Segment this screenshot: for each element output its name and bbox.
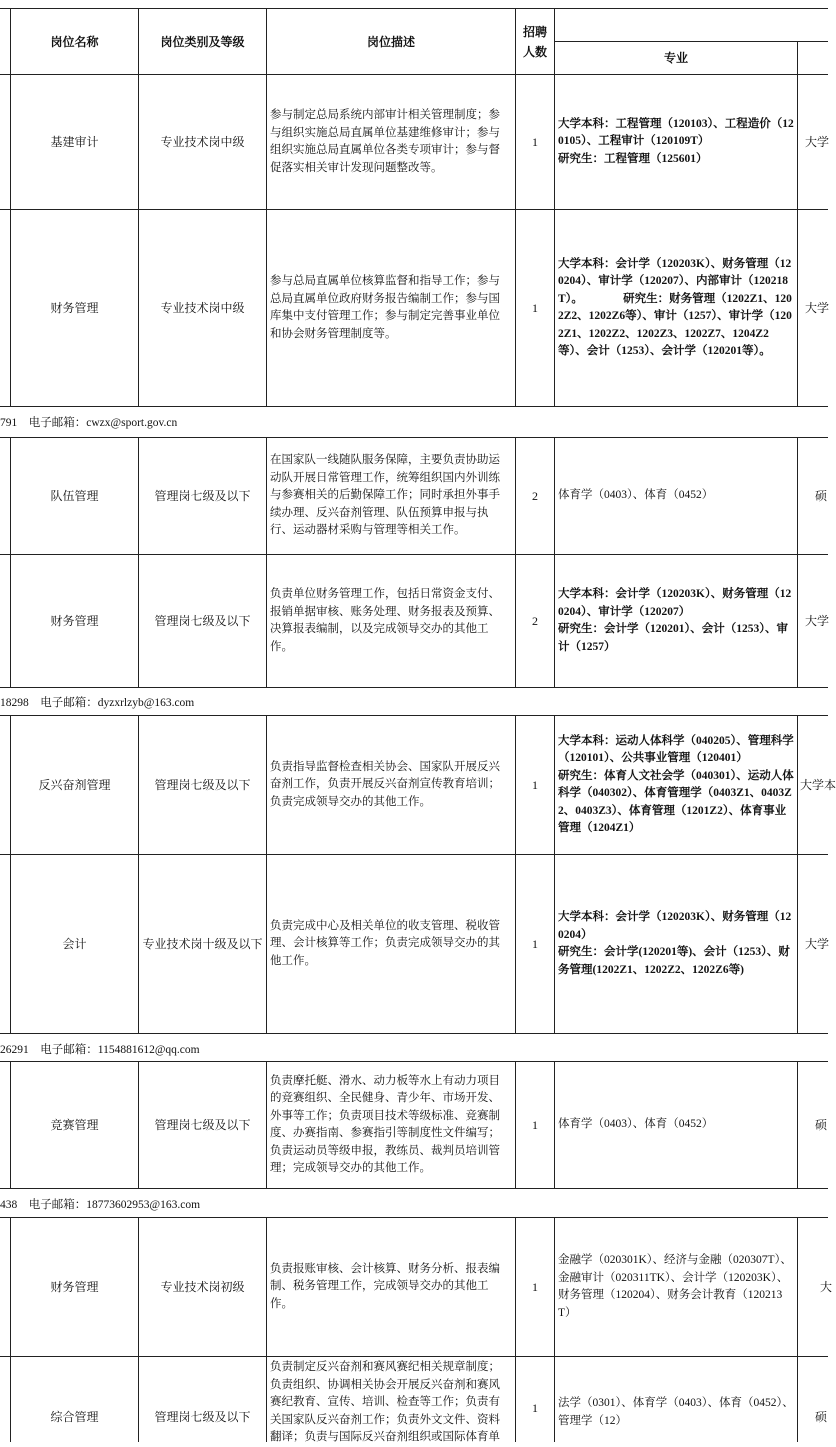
- contact-line: 26291 电子邮箱：1154881612@qq.com: [0, 1044, 200, 1056]
- header-category: 岗位类别及等级: [160, 34, 245, 49]
- row-degree: 硕: [815, 1117, 828, 1132]
- row-major: 大学本科：运动人体科学（040205）、管理科学（120101）、公共事业管理（120401） 研究生：体育人文社会学（040301）、运动人体科学（040302）、体育管理学（0403Z1、0403Z2、0403Z3）、体育管理（1201Z2）、体育事业管理（1204Z1）: [558, 734, 794, 834]
- row-category: 管理岗七级及以下: [154, 488, 251, 503]
- row-category: 管理岗七级及以下: [154, 613, 251, 628]
- row-position-name: 财务管理: [50, 613, 99, 628]
- contact-line: 791 电子邮箱：cwzx@sport.gov.cn: [0, 417, 178, 429]
- row-position-name: 会计: [62, 936, 87, 951]
- header-position-name: 岗位名称: [50, 34, 99, 49]
- row-description: 负责摩托艇、滑水、动力板等水上有动力项目的竞赛组织、全民健身、青少年、市场开发、外事等工作；负责项目技术等级标准、竞赛制度、办赛指南、参赛指引等制度性文件编写；负责运动员等级申报，教练员、裁判员培训管理；完成领导交办的其他工作。: [270, 1074, 500, 1174]
- row-position-name: 竞赛管理: [50, 1117, 99, 1132]
- row-description: 参与总局直属单位核算监督和指导工作；参与总局直属单位政府财务报告编制工作；参与国库集中支付管理工作；参与制定完善事业单位和协会财务管理制度等。: [270, 275, 500, 340]
- row-degree: 大: [820, 1279, 833, 1294]
- contact-line: 18298 电子邮箱：dyzxrlzyb@163.com: [0, 697, 195, 709]
- row-category: 管理岗七级及以下: [154, 777, 251, 792]
- row-category: 管理岗七级及以下: [154, 1410, 251, 1424]
- row-count: 1: [532, 1279, 538, 1294]
- row-major: 体育学（0403）、体育（0452）: [558, 1118, 714, 1131]
- row-position-name: 综合管理: [50, 1410, 99, 1424]
- row-major: 大学本科：工程管理（120103）、工程造价（120105）、工程审计（120109T） 研究生：工程管理（125601）: [558, 117, 794, 165]
- row-category: 专业技术岗十级及以下: [142, 936, 263, 951]
- row-degree: 大学: [805, 300, 830, 315]
- row-category: 专业技术岗中级: [160, 300, 245, 315]
- row-position-name: 财务管理: [50, 1279, 99, 1294]
- row-description: 负责指导监督检查相关协会、国家队开展反兴奋剂工作，负责开展反兴奋剂宣传教育培训；负责完成领导交办的其他工作。: [270, 760, 500, 808]
- row-position-name: 财务管理: [50, 300, 99, 315]
- row-major: 大学本科：会计学（120203K）、财务管理（120204） 研究生：会计学(120201等)、会计（1253）、财务管理(1202Z1、1202Z2、1202Z6等): [558, 911, 792, 976]
- row-count: 1: [532, 1117, 538, 1132]
- row-count: 1: [532, 300, 538, 315]
- header-count: 招聘 人数: [522, 25, 547, 59]
- row-position-name: 基建审计: [50, 134, 99, 149]
- row-count: 2: [532, 488, 538, 503]
- row-major: 法学（0301）、体育学（0403）、体育（0452）、管理学（12）: [558, 1397, 794, 1427]
- row-degree: 大学本: [800, 777, 836, 792]
- row-description: 在国家队一线随队服务保障，主要负责协助运动队开展日常管理工作，统筹组织国内外训练与参赛相关的后勤保障工作；同时承担外事手续办理、反兴奋剂管理、队伍预算申报与执行、运动器材采购与管理等相关工作。: [270, 454, 500, 537]
- row-degree: 大学: [805, 613, 830, 628]
- row-category: 专业技术岗初级: [160, 1279, 245, 1294]
- row-major: 大学本科：会计学（120203K）、财务管理（120204）、审计学（120207）、内部审计（120218T）。 研究生：财务管理（1202Z1、1202Z2、1202Z6等）、审计（1257）、审计学（1202Z1、1202Z2、1202Z3、1202Z7、1204Z2等）、会计（1253）、会计学（120201等）。: [558, 257, 792, 357]
- contact-line: 438 电子邮箱：18773602953@163.com: [0, 1199, 201, 1211]
- row-count: 1: [532, 777, 538, 792]
- row-degree: 大学: [805, 134, 830, 149]
- row-major: 金融学（020301K）、经济与金融（020307T）、金融审计（020311TK）、会计学（120203K）、财务管理（120204）、财务会计教育（120213T）: [558, 1254, 792, 1319]
- row-count: 2: [532, 613, 538, 628]
- row-degree: 硕: [815, 1410, 828, 1424]
- row-count: 1: [532, 936, 538, 951]
- header-major: 专业: [663, 50, 688, 65]
- row-position-name: 队伍管理: [50, 488, 99, 503]
- row-degree: 大学: [805, 936, 830, 951]
- row-category: 管理岗七级及以下: [154, 1117, 251, 1132]
- row-major: 体育学（0403）、体育（0452）: [558, 489, 714, 502]
- row-count: 1: [532, 134, 538, 149]
- row-count: 1: [532, 1401, 538, 1415]
- row-major: 大学本科：会计学（120203K）、财务管理（120204）、审计学（120207） 研究生：会计学（120201）、会计（1253）、审计（1257）: [558, 588, 792, 653]
- row-degree: 硕: [815, 488, 828, 503]
- header-description: 岗位描述: [366, 34, 415, 49]
- row-category: 专业技术岗中级: [160, 134, 245, 149]
- row-description: 参与制定总局系统内部审计相关管理制度；参与组织实施总局直属单位基建维修审计；参与组织实施总局直属单位各类专项审计；参与督促落实相关审计发现问题整改等。: [270, 109, 500, 174]
- row-position-name: 反兴奋剂管理: [38, 777, 111, 792]
- row-description: 负责单位财务管理工作，包括日常资金支付、报销单据审核、账务处理、财务报表及预算、决算报表编制，以及完成领导交办的其他工作。: [270, 588, 500, 653]
- row-description: 负责报账审核、会计核算、财务分析、报表编制、税务管理工作，完成领导交办的其他工作。: [270, 1262, 500, 1310]
- row-description: 负责完成中心及相关单位的收支管理、税收管理、会计核算等工作；负责完成领导交办的其他工作。: [270, 919, 500, 967]
- row-description: 负责制定反兴奋剂和赛风赛纪相关规章制度；负责组织、协调相关协会开展反兴奋剂和赛风赛纪教育、宣传、培训、检查等工作；负责有关国家队反兴奋剂工作；负责外文文件、资料翻译；负责与国际反兴奋剂组织或国际体育单: [270, 1361, 500, 1443]
